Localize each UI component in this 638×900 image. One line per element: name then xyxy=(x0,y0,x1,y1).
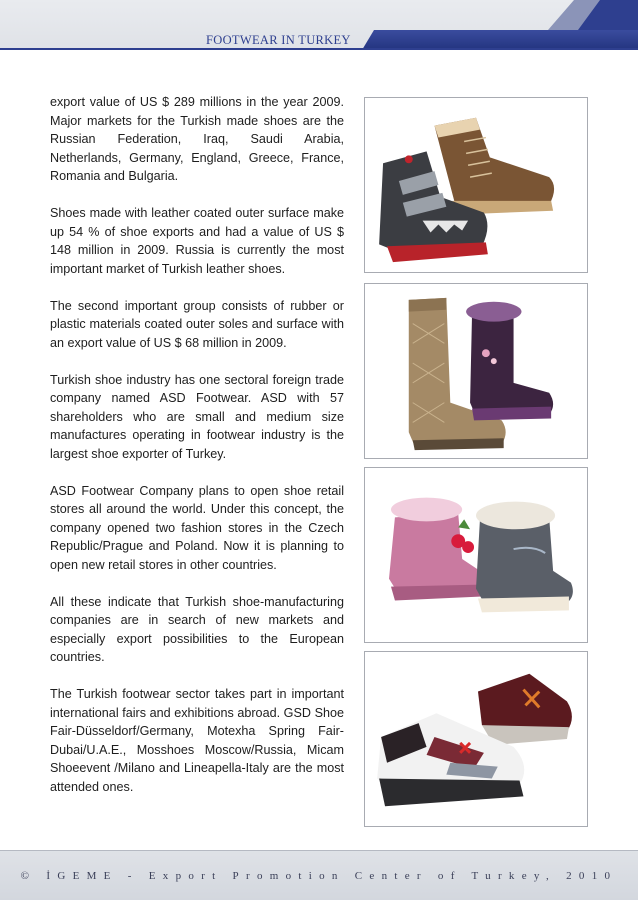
paragraph-retail-stores: ASD Footwear Company plans to open shoe retail stores all around the world. Under this concept, the company opened two fashion stores in the Czech Republic/Prague and Poland. Now it is planning to open new retail stores in other countries. xyxy=(50,483,344,572)
paragraph-leather-shoes: Shoes made with leather coated outer surface make up 54 % of shoe exports and had a value of US $ 148 million in 2009. Russia is currently the most important market of Turkish leather shoes. xyxy=(50,206,344,276)
paragraph-asd-footwear: Turkish shoe industry has one sectoral foreign trade company named ASD Footwear. ASD with 57 shareholders who are small and medium size manufactures operating in footwear industry is the largest shoe exporter of Turkey. xyxy=(50,372,344,461)
paragraph-export-value: export value of US $ 289 millions in the year 2009. Major markets for the Turkish made shoes are the Russian Federation, Iraq, Saudi Arabia, Netherlands, Germany, England, Greece, France, Romania and Bulgaria. xyxy=(50,95,344,183)
sneakers-photo xyxy=(364,651,588,827)
baby-winter-booties-illustration xyxy=(365,468,587,642)
footer-rule xyxy=(0,850,638,851)
footer-copyright: © İGEME - Export Promotion Center of Turkey, 2010 xyxy=(20,870,618,882)
running-header-title: FOOTWEAR IN TURKEY xyxy=(206,33,351,47)
paragraph-fairs: The Turkish footwear sector takes part in important international fairs and exhibitions abroad. GSD Shoe Fair-Düsseldorf/Germany, Motexha Spring Fair-Dubai/U.A.E., Mosshoes Moscow/Russia, Micam Shoeevent /Milano and Lineapella-Italy are the most attended ones. xyxy=(50,687,344,794)
body-text-column xyxy=(50,93,344,815)
header-blue-bar xyxy=(362,30,638,50)
header-band xyxy=(0,0,638,50)
paragraph-rubber-plastic: The second important group consists of rubber or plastic materials coated outer soles and surface with an export value of US $ 68 million in 2009. xyxy=(50,298,344,350)
footer-band xyxy=(0,850,638,900)
sneakers-illustration xyxy=(365,652,587,826)
header-rule xyxy=(0,48,638,50)
children-boots-photo xyxy=(364,97,588,273)
children-boots-illustration xyxy=(365,98,587,272)
baby-winter-booties-photo xyxy=(364,467,588,643)
girls-tall-boots-illustration xyxy=(365,284,587,458)
girls-tall-boots-photo xyxy=(364,283,588,459)
paragraph-new-markets: All these indicate that Turkish shoe-manufacturing companies are in search of new markets and especially export possibilities to the European countries. xyxy=(50,594,344,664)
